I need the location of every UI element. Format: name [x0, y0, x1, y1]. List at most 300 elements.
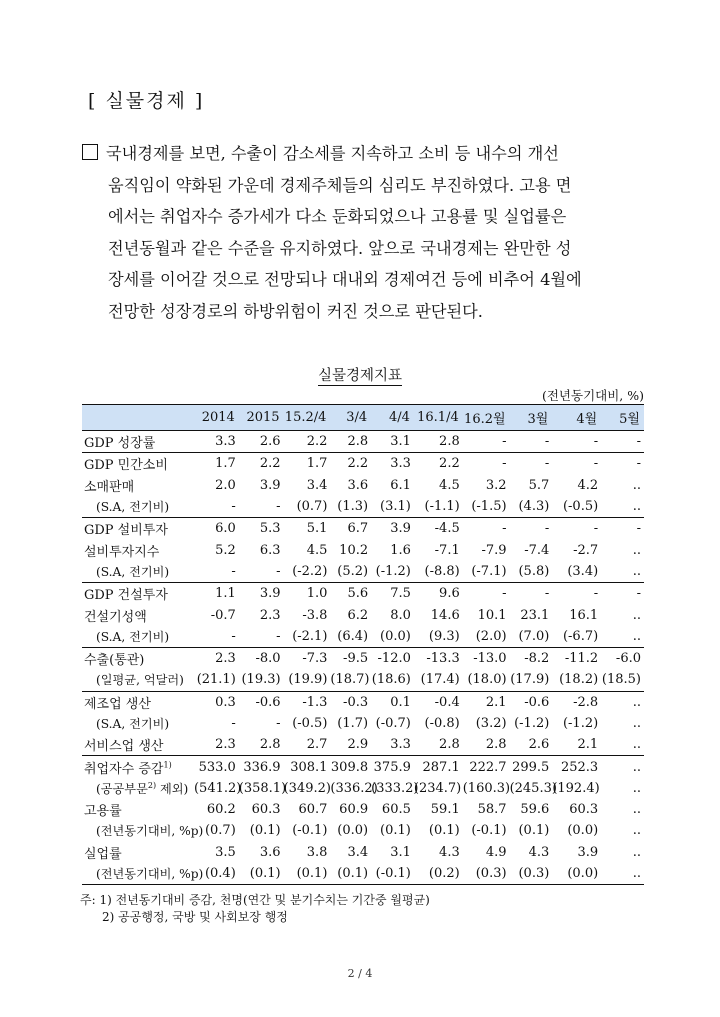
row-label-text: 고용률 — [84, 804, 122, 820]
value-cell: -3.8 — [302, 607, 328, 623]
value-cell: (-0.5) — [292, 716, 328, 731]
value-cell: -7.1 — [434, 542, 460, 558]
value-cell: (0.0) — [567, 823, 599, 839]
row-label-text: GDP 민간소비 — [84, 458, 168, 474]
value-cell: 2.3 — [215, 737, 236, 753]
column-header: 3/4 — [330, 405, 371, 431]
value-cell: (19.9) — [288, 672, 328, 688]
value-cell: - — [463, 583, 510, 605]
table-row — [82, 604, 644, 625]
summary-line: 전년동월과 같은 수준을 유지하였다. 앞으로 국내경제는 완만한 성 — [108, 238, 572, 258]
value-cell: -9.5 — [330, 647, 371, 669]
value-cell: 3.9 — [577, 844, 599, 860]
value-cell: .. — [601, 756, 644, 778]
value-cell: -12.0 — [371, 647, 414, 669]
value-cell: 2.8 — [439, 737, 460, 753]
row-label — [82, 626, 194, 648]
column-header: 4월 — [552, 405, 601, 431]
value-cell: .. — [632, 542, 641, 558]
value-cell: 1.0 — [284, 583, 331, 605]
value-cell: 2.2 — [239, 453, 284, 475]
summary-line: 장세를 이어갈 것으로 전망되나 대내외 경제여건 등에 비추어 4월에 — [108, 270, 582, 289]
row-label-text: 설비투자지수 — [84, 544, 160, 560]
value-cell: (-0.7) — [375, 716, 411, 731]
row-label-text: (일평균, 억달러) — [96, 673, 184, 688]
value-cell: (4.3) — [518, 499, 550, 515]
value-cell: (336.2) — [330, 780, 378, 796]
value-cell: 6.1 — [390, 477, 411, 493]
row-label — [82, 820, 204, 841]
value-cell: - — [601, 583, 644, 605]
table-row — [82, 734, 644, 756]
value-cell: .. — [632, 844, 641, 860]
value-cell: .. — [632, 780, 641, 796]
value-cell: (0.4) — [194, 863, 239, 885]
row-label-text: 서비스업 생산 — [84, 739, 164, 755]
row-label-text: (S.A, 전기비) — [96, 629, 170, 644]
value-cell: -7.9 — [481, 542, 507, 558]
value-cell: 4.2 — [577, 477, 599, 493]
value-cell: (7.0) — [518, 628, 550, 644]
value-cell: 3.3 — [390, 737, 411, 753]
value-cell: .. — [632, 802, 641, 818]
row-label-text: 수출(통관) — [84, 653, 145, 669]
value-cell: 59.1 — [430, 802, 460, 818]
value-cell: (0.1) — [284, 863, 331, 885]
value-cell: (18.0) — [467, 672, 507, 688]
row-label-text: (전년동기대비, %p) — [96, 824, 204, 839]
footnote-1: 주: 1) 전년동기대비 증감, 천명(연간 및 분기수치는 기간중 월평균) — [80, 893, 430, 907]
summary-line: 움직임이 약화된 가운데 경제주체들의 심리도 부진하였다. 고용 면 — [108, 175, 572, 195]
table-row — [82, 647, 644, 669]
value-cell: (2.0) — [475, 628, 507, 644]
row-label — [82, 691, 194, 713]
table-row — [82, 669, 644, 691]
column-header: 2014 — [194, 405, 239, 431]
value-cell: (-2.1) — [292, 628, 328, 644]
value-cell: - — [463, 518, 510, 540]
row-label — [82, 842, 194, 863]
table-row — [82, 583, 644, 605]
header-label-cell — [82, 405, 194, 431]
value-cell: 2.7 — [306, 737, 328, 753]
value-cell: (-1.2) — [514, 716, 550, 731]
table-row — [82, 691, 644, 713]
value-cell: -7.4 — [524, 542, 550, 558]
value-cell: (19.3) — [241, 672, 281, 688]
value-cell: 10.1 — [477, 607, 507, 623]
value-cell: 3.4 — [347, 844, 369, 860]
column-header: 5월 — [601, 405, 644, 431]
table-row — [82, 713, 644, 734]
table-header-row — [82, 405, 644, 431]
value-cell: -11.2 — [552, 647, 601, 669]
row-label — [82, 799, 194, 820]
value-cell: 5.7 — [528, 477, 550, 493]
value-cell: (-0.1) — [371, 863, 414, 885]
value-cell: (18.6) — [371, 672, 411, 688]
value-cell: 3.8 — [306, 844, 328, 860]
value-cell: 0.3 — [194, 691, 239, 713]
table-body — [82, 431, 644, 885]
value-cell: 3.4 — [306, 477, 328, 493]
row-label — [82, 647, 194, 669]
value-cell: 59.6 — [520, 802, 550, 818]
value-cell: 287.1 — [414, 756, 463, 778]
value-cell: -2.7 — [573, 542, 599, 558]
value-cell: 2.0 — [215, 477, 236, 493]
value-cell: 3.3 — [371, 453, 414, 475]
table-row — [82, 518, 644, 540]
value-cell: 3.9 — [239, 583, 284, 605]
value-cell: (3.4) — [567, 563, 599, 579]
table-caption: 실물경제지표 — [317, 368, 403, 384]
value-cell: 4.9 — [485, 844, 507, 860]
value-cell: 2.8 — [330, 431, 371, 453]
value-cell: - — [463, 431, 510, 453]
row-label-text: (S.A, 전기비) — [96, 564, 170, 579]
summary-line: 에서는 취업자수 증가세가 다소 둔화되었으나 고용률 및 실업률은 — [108, 207, 567, 226]
value-cell: -8.2 — [510, 647, 553, 669]
value-cell: - — [276, 716, 281, 731]
row-label — [82, 669, 194, 691]
table-row — [82, 475, 644, 496]
value-cell: 375.9 — [371, 756, 414, 778]
value-cell: - — [510, 583, 553, 605]
summary-line: 전망한 성장경로의 하방위험이 커진 것으로 판단된다. — [108, 301, 483, 321]
value-cell: 3.9 — [259, 477, 281, 493]
row-label — [82, 778, 194, 799]
value-cell: -4.5 — [414, 518, 463, 540]
column-header: 3월 — [510, 405, 553, 431]
indicator-table — [82, 404, 644, 885]
value-cell: 3.6 — [259, 844, 281, 860]
value-cell: (0.1) — [249, 823, 281, 839]
value-cell: -7.3 — [284, 647, 331, 669]
value-cell: (245.3) — [509, 780, 557, 796]
value-cell: (-0.1) — [292, 823, 328, 839]
table-row — [82, 561, 644, 583]
row-label — [82, 475, 194, 496]
row-label-text: 소매판매 — [84, 479, 135, 495]
value-cell: (5.2) — [337, 563, 369, 579]
value-cell: - — [552, 453, 601, 475]
value-cell: (1.7) — [337, 716, 369, 731]
value-cell: - — [231, 499, 236, 515]
value-cell: (1.3) — [337, 499, 369, 515]
value-cell: - — [231, 563, 236, 579]
value-cell: (0.1) — [239, 863, 284, 885]
value-cell: - — [276, 499, 281, 515]
value-cell: (0.0) — [552, 863, 601, 885]
value-cell: .. — [601, 691, 644, 713]
value-cell: - — [510, 453, 553, 475]
table-row — [82, 842, 644, 863]
row-label-text: (S.A, 전기비) — [96, 500, 170, 515]
value-cell: (0.0) — [337, 823, 369, 839]
value-cell: (0.1) — [428, 823, 460, 839]
row-label — [82, 604, 194, 625]
value-cell: .. — [632, 477, 641, 493]
value-cell: 2.1 — [463, 691, 510, 713]
row-label-text: GDP 성장률 — [84, 436, 156, 452]
value-cell: -0.6 — [239, 691, 284, 713]
value-cell: (358.1) — [238, 780, 287, 796]
column-header: 2015 — [239, 405, 284, 431]
value-cell: -13.3 — [414, 647, 463, 669]
value-cell: (0.3) — [463, 863, 510, 885]
value-cell: 299.5 — [510, 756, 553, 778]
value-cell: (-1.5) — [471, 499, 507, 515]
value-cell: 1.7 — [194, 453, 239, 475]
value-cell: 3.5 — [215, 844, 236, 860]
value-cell: (0.7) — [296, 499, 328, 515]
table-row — [82, 431, 644, 453]
footnote-2: 2) 공공행정, 국방 및 사회보장 행정 — [102, 910, 288, 924]
value-cell: 5.2 — [215, 542, 236, 558]
value-cell: 2.6 — [528, 737, 550, 753]
value-cell: 336.9 — [239, 756, 284, 778]
value-cell: (5.8) — [518, 563, 550, 579]
value-cell: (17.4) — [420, 672, 460, 688]
value-cell: 6.3 — [259, 542, 281, 558]
value-cell: (21.1) — [196, 672, 236, 688]
value-cell: -0.3 — [330, 691, 371, 713]
value-cell: 1.6 — [390, 542, 411, 558]
row-label — [82, 561, 194, 583]
value-cell: 60.3 — [251, 802, 281, 818]
table-row — [82, 453, 644, 475]
value-cell: 2.3 — [259, 607, 281, 623]
value-cell: 3.9 — [371, 518, 414, 540]
row-label — [82, 539, 194, 560]
value-cell: 533.0 — [194, 756, 239, 778]
value-cell: 3.1 — [390, 844, 411, 860]
value-cell: 0.1 — [371, 691, 414, 713]
column-header: 16.2월 — [463, 405, 510, 431]
value-cell: (-0.8) — [424, 716, 460, 731]
value-cell: 3.1 — [371, 431, 414, 453]
value-cell: - — [510, 518, 553, 540]
value-cell: 1.7 — [284, 453, 331, 475]
value-cell: 2.8 — [259, 737, 281, 753]
value-cell: 2.3 — [194, 647, 239, 669]
value-cell: (17.9) — [510, 672, 550, 688]
row-label — [82, 453, 194, 475]
value-cell: 308.1 — [284, 756, 331, 778]
value-cell: -0.7 — [210, 607, 236, 623]
value-cell: - — [463, 453, 510, 475]
footnotes — [80, 892, 430, 926]
value-cell: (-2.2) — [292, 563, 328, 579]
value-cell: (0.7) — [204, 823, 236, 839]
value-cell: (0.1) — [330, 863, 371, 885]
value-cell: -2.8 — [552, 691, 601, 713]
value-cell: .. — [632, 628, 641, 644]
row-label-text: 실업률 — [84, 846, 122, 862]
value-cell: (3.1) — [380, 499, 411, 515]
value-cell: (-7.1) — [471, 563, 507, 579]
value-cell: -8.0 — [239, 647, 284, 669]
value-cell: (0.0) — [380, 628, 411, 644]
table-row — [82, 756, 644, 778]
row-label — [82, 431, 194, 453]
value-cell: 2.8 — [485, 737, 507, 753]
value-cell: 2.1 — [577, 737, 599, 753]
page-number: 2 / 4 — [347, 967, 373, 980]
table-row — [82, 539, 644, 560]
row-label-text: 제조업 생산 — [84, 696, 151, 712]
value-cell: (-0.1) — [471, 823, 507, 839]
row-label — [82, 713, 194, 734]
value-cell: 9.6 — [414, 583, 463, 605]
footnote-marker: 2) — [147, 780, 157, 790]
table-row — [82, 799, 644, 820]
value-cell: (-8.8) — [424, 563, 460, 579]
value-cell: (0.1) — [518, 823, 550, 839]
value-cell: (3.2) — [475, 716, 507, 731]
value-cell: 7.5 — [371, 583, 414, 605]
value-cell: 6.7 — [330, 518, 371, 540]
table-row — [82, 778, 644, 799]
value-cell: - — [601, 518, 644, 540]
value-cell: 5.3 — [239, 518, 284, 540]
value-cell: (-0.5) — [562, 499, 599, 515]
value-cell: - — [601, 453, 644, 475]
value-cell: (192.4) — [552, 780, 600, 796]
table-row — [82, 626, 644, 648]
value-cell: 4.5 — [306, 542, 328, 558]
column-header: 4/4 — [371, 405, 414, 431]
value-cell: (18.5) — [601, 672, 641, 688]
value-cell: 3.3 — [194, 431, 239, 453]
value-cell: 4.3 — [528, 844, 550, 860]
value-cell: 6.2 — [347, 607, 369, 623]
value-cell: 2.6 — [239, 431, 284, 453]
value-cell: - — [552, 583, 601, 605]
summary-line: 국내경제를 보면, 수출이 감소세를 지속하고 소비 등 내수의 개선 — [82, 138, 652, 170]
value-cell: 16.1 — [569, 607, 599, 623]
value-cell: (349.2) — [283, 780, 331, 796]
value-cell: 60.2 — [206, 802, 236, 818]
value-cell: 2.2 — [284, 431, 331, 453]
value-cell: (-1.2) — [375, 563, 411, 579]
row-label-text: 건설기성액 — [84, 609, 147, 625]
value-cell: (0.3) — [510, 863, 553, 885]
value-cell: 3.6 — [347, 477, 369, 493]
value-cell: 5.6 — [330, 583, 371, 605]
value-cell: - — [231, 628, 236, 644]
column-header: 16.1/4 — [414, 405, 463, 431]
table-row — [82, 820, 644, 841]
row-label — [82, 583, 194, 605]
row-label — [82, 496, 194, 518]
value-cell: - — [276, 628, 281, 644]
value-cell: 4.5 — [439, 477, 460, 493]
value-cell: (-6.7) — [562, 628, 599, 644]
value-cell: - — [552, 518, 601, 540]
value-cell: 23.1 — [520, 607, 550, 623]
value-cell: 8.0 — [390, 607, 411, 623]
value-cell: 14.6 — [430, 607, 460, 623]
row-label-text: (공공부문 — [96, 781, 148, 796]
value-cell: .. — [632, 499, 641, 515]
value-cell: (-1.1) — [424, 499, 460, 515]
row-label-tail: 제외) — [156, 781, 189, 796]
row-label-text: GDP 설비투자 — [84, 523, 168, 539]
value-cell: -13.0 — [463, 647, 510, 669]
row-label — [82, 518, 194, 540]
value-cell: 60.3 — [569, 802, 599, 818]
value-cell: -1.3 — [284, 691, 331, 713]
value-cell: - — [552, 431, 601, 453]
value-cell: (18.7) — [330, 672, 370, 688]
value-cell: -6.0 — [601, 647, 644, 669]
value-cell: 60.7 — [298, 802, 328, 818]
value-cell: (9.3) — [428, 628, 460, 644]
summary-paragraph — [82, 138, 652, 327]
row-label-text: GDP 건설투자 — [84, 588, 168, 604]
value-cell: - — [601, 431, 644, 453]
value-cell: -0.4 — [414, 691, 463, 713]
row-label-text: (S.A, 전기비) — [96, 717, 170, 731]
row-label-text: (전년동기대비, %p) — [96, 867, 204, 882]
table-unit: (전년동기대비, %) — [541, 388, 644, 403]
footnote-marker: 1) — [163, 760, 172, 770]
table-row — [82, 496, 644, 518]
value-cell: (6.4) — [337, 628, 369, 644]
value-cell: 5.1 — [284, 518, 331, 540]
value-cell: 1.1 — [194, 583, 239, 605]
value-cell: 252.3 — [552, 756, 601, 778]
value-cell: (0.2) — [414, 863, 463, 885]
value-cell: 2.2 — [330, 453, 371, 475]
value-cell: - — [276, 563, 281, 579]
value-cell: (160.3) — [462, 780, 511, 796]
value-cell: (541.2) — [193, 780, 242, 796]
value-cell: 309.8 — [330, 756, 371, 778]
indicator-table-wrapper — [82, 404, 644, 885]
value-cell: 3.2 — [485, 477, 507, 493]
value-cell: (-1.2) — [562, 716, 599, 731]
value-cell: 2.2 — [414, 453, 463, 475]
value-cell: - — [231, 716, 236, 731]
value-cell: 222.7 — [463, 756, 510, 778]
value-cell: (234.7) — [413, 780, 462, 796]
value-cell: 10.2 — [339, 542, 369, 558]
value-cell: .. — [632, 563, 641, 579]
value-cell: .. — [632, 737, 641, 753]
value-cell: .. — [632, 607, 641, 623]
row-label — [82, 863, 204, 885]
value-cell: -0.6 — [510, 691, 553, 713]
value-cell: .. — [601, 863, 644, 885]
value-cell: 2.8 — [414, 431, 463, 453]
value-cell: 60.5 — [381, 802, 411, 818]
section-title: [ 실물경제 ] — [88, 90, 205, 112]
row-label — [82, 756, 194, 778]
table-row — [82, 863, 644, 885]
value-cell: (18.2) — [559, 672, 599, 688]
value-cell: .. — [632, 823, 641, 839]
value-cell: 4.3 — [439, 844, 460, 860]
row-label — [82, 734, 194, 756]
checkbox-bullet-icon — [82, 144, 98, 160]
value-cell: (333.2) — [371, 780, 419, 796]
value-cell: .. — [632, 716, 641, 731]
value-cell: 2.9 — [347, 737, 369, 753]
value-cell: 60.9 — [339, 802, 369, 818]
